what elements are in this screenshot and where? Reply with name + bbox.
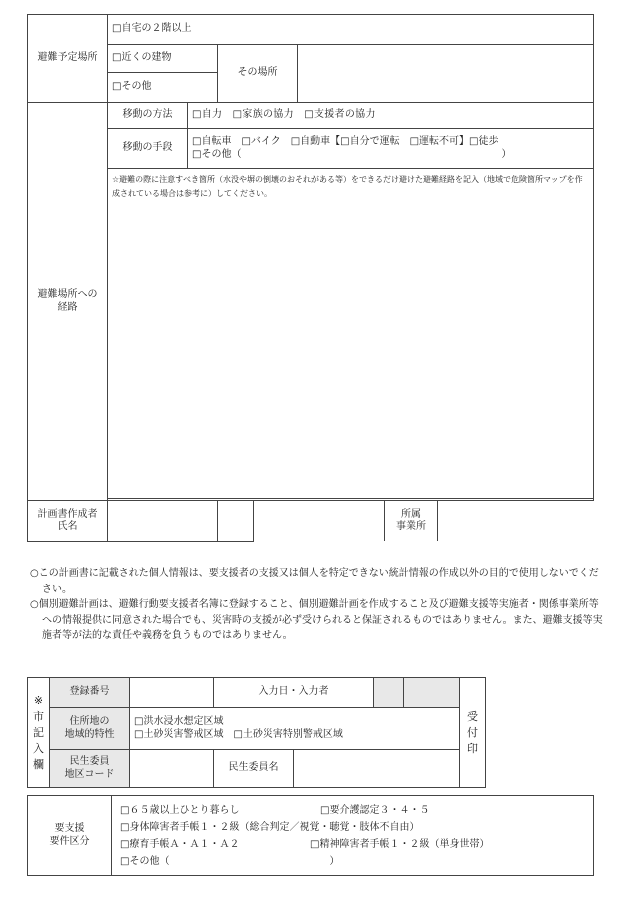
req-option-elderly: □６５歳以上ひとり暮らし — [120, 804, 240, 816]
creator-name-extension[interactable] — [218, 501, 385, 541]
req-row3 — [120, 836, 589, 853]
input-date-field[interactable] — [374, 678, 404, 708]
route-note: ☆避難の際に注意すべき箇所（水没や塀の倒壊のおそれがある等）をできるだけ避けた避難経路を記入（地域で危険箇所マップを作成されている場合は参考に）してください。 — [112, 175, 583, 198]
shelter-place-field[interactable] — [298, 45, 594, 103]
creator-name-field[interactable] — [108, 501, 218, 542]
requirements-label — [28, 796, 112, 876]
area-option-landslide: □土砂災害警戒区域 □土砂災害特別警戒区域 — [134, 728, 343, 740]
creator-label — [28, 501, 108, 542]
requirements-label-line2: 要件区分 — [49, 835, 90, 847]
area-label — [50, 708, 130, 750]
office-label-line2: 事業所 — [396, 521, 426, 532]
evacuation-plan-table — [27, 14, 594, 542]
req-option-other: □その他（ ） — [120, 855, 340, 867]
req-option-physical: □身体障害者手帳１・２級（総合判定／視覚・聴覚・肢体不自由） — [120, 821, 420, 833]
note-privacy: ○この計画書に記載された個人情報は、要支援者の支援又は個人を特定できない統計情報の作成以外の目的で使用しないでください。 — [30, 568, 599, 595]
shelter-label: 避難予定場所 — [28, 15, 108, 103]
area-option-flood: □洪水浸水想定区域 — [134, 716, 224, 727]
stamp-label-text: 受付印 — [467, 709, 478, 755]
shelter-option-home[interactable]: □自宅の２階以上 — [108, 15, 594, 45]
shelter-place-label: その場所 — [218, 45, 298, 103]
creator-office-inner — [218, 501, 438, 541]
req-row1 — [120, 802, 589, 819]
notes — [30, 566, 605, 644]
creator-office-area — [218, 501, 426, 542]
commissioner-code-label — [50, 750, 130, 788]
requirements-label-line1: 要支援 — [54, 823, 85, 834]
route-label-line1: 避難場所への — [37, 289, 98, 300]
note-disclaimer: ○個別避難計画は、避難行動要支援者名簿に登録すること、個別避難計画を作成すること及び避難支援等実施者・関係事業所等への情報提供に同意された場合でも、災害時の支援が必ず受けられると保証されるものではありません。また、避難支援等実施者等が法的な責任や義務を負うものではありません。 — [30, 599, 603, 641]
method-options[interactable]: □自力 □家族の協力 □支援者の協力 — [188, 103, 594, 129]
city-use-table — [27, 677, 594, 788]
input-person-field[interactable] — [404, 678, 460, 708]
means-options-line1: □自転車 □バイク □自動車【□自分で運転 □運転不可】□徒歩 — [192, 136, 499, 147]
commissioner-name-field[interactable] — [294, 750, 460, 788]
req-option-care: □要介護認定３・４・５ — [320, 804, 430, 816]
reg-no-field[interactable] — [130, 678, 214, 708]
area-label-line2: 地域的特性 — [64, 728, 115, 740]
city-use-side-text: ※市記入欄 — [33, 693, 44, 771]
commissioner-code-field[interactable] — [130, 750, 214, 788]
method-label: 移動の方法 — [108, 103, 188, 129]
shelter-option-nearby[interactable]: □近くの建物 — [108, 45, 218, 73]
input-label: 入力日・入力者 — [214, 678, 374, 708]
requirements-table — [27, 795, 594, 876]
requirements-options[interactable] — [112, 796, 594, 876]
means-options-line2: □その他（ ） — [192, 148, 512, 160]
reg-no-label: 登録番号 — [50, 678, 130, 708]
route-description-field[interactable] — [108, 169, 594, 499]
req-option-rehab: □療育手帳Ａ・Ａ１・Ａ２ — [120, 838, 240, 850]
city-use-side-label — [28, 678, 50, 788]
office-label-line1: 所属 — [401, 508, 421, 520]
office-label-cell — [385, 501, 438, 541]
creator-label-line1: 計画書作成者 — [37, 508, 98, 520]
route-label-line2: 経路 — [57, 301, 78, 313]
shelter-option-other[interactable]: □その他 — [108, 73, 218, 103]
creator-label-line2: 氏名 — [57, 521, 78, 532]
stamp-label — [460, 678, 486, 788]
commissioner-name-label: 民生委員名 — [214, 750, 294, 788]
commissioner-line2: 地区コード — [64, 768, 115, 780]
area-options[interactable] — [130, 708, 460, 750]
req-option-mental: □精神障害者手帳１・２級（単身世帯） — [310, 838, 490, 850]
means-options[interactable] — [188, 129, 594, 169]
commissioner-line1: 民生委員 — [69, 756, 110, 767]
means-label: 移動の手段 — [108, 129, 188, 169]
route-label — [28, 103, 108, 501]
area-label-line1: 住所地の — [69, 716, 110, 727]
